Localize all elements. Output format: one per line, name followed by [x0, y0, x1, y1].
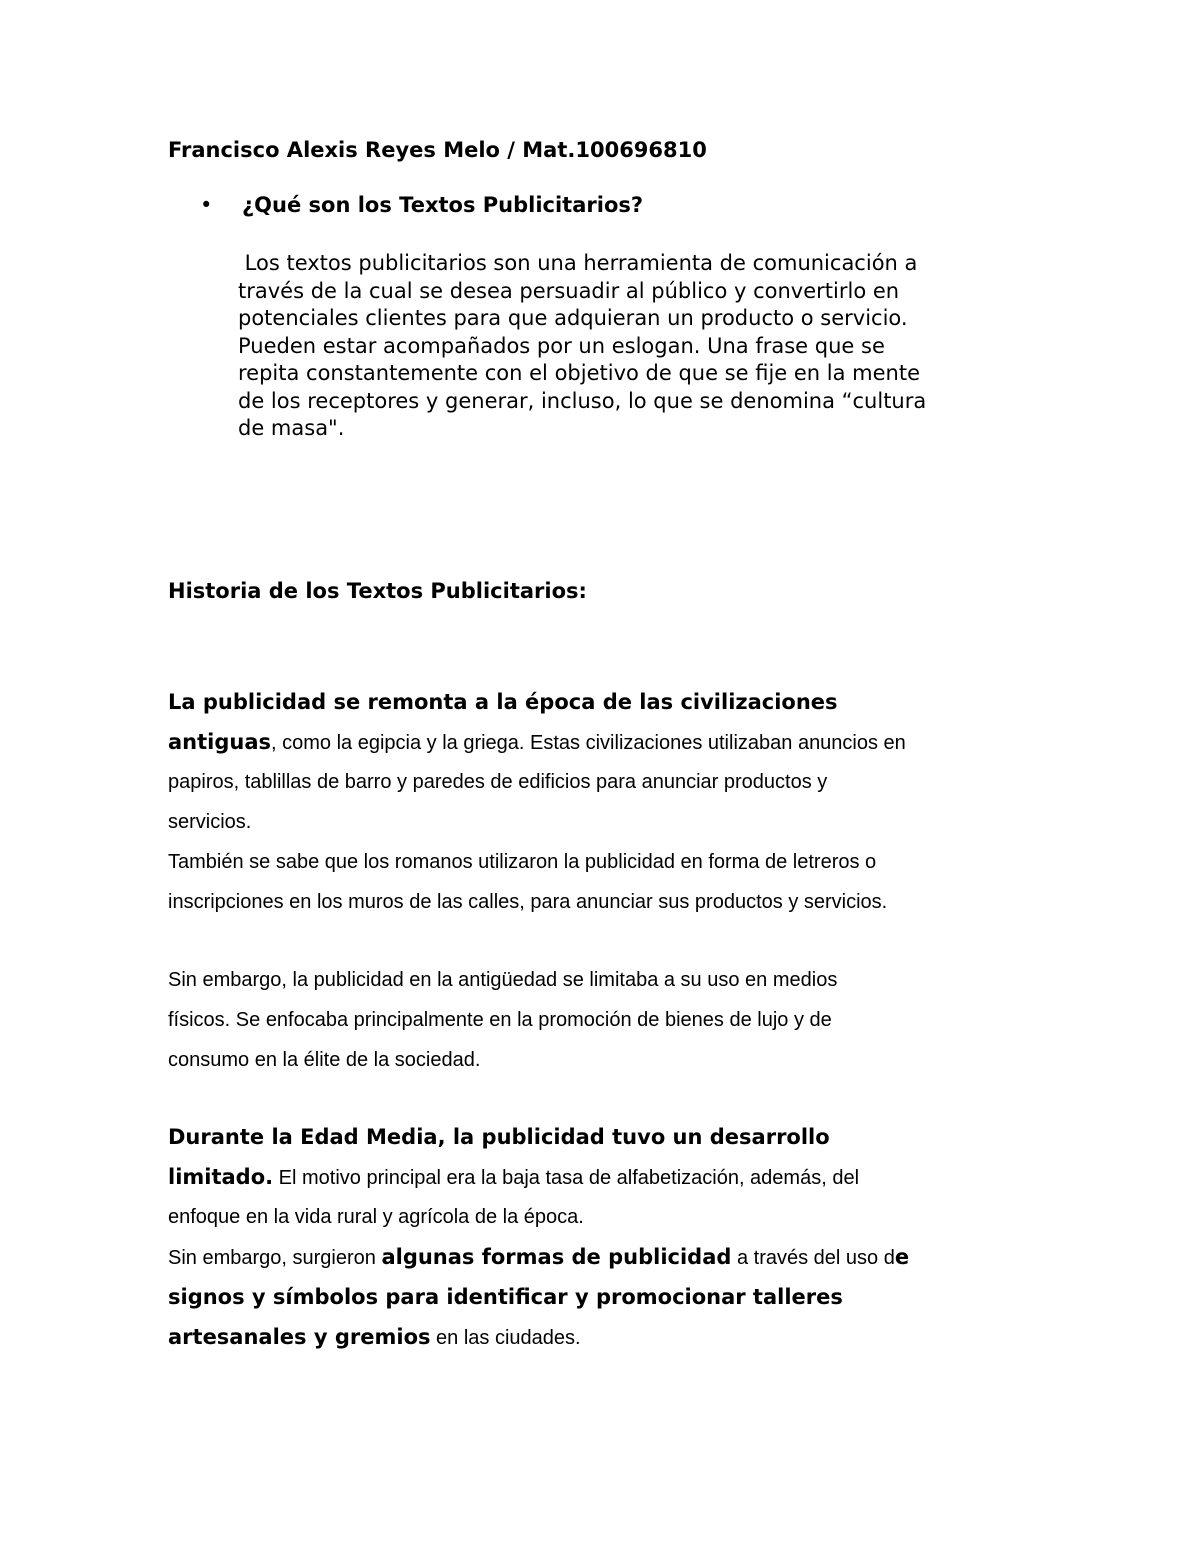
- text-line: [168, 1040, 1068, 1080]
- bold-text: e: [894, 1245, 910, 1269]
- middle-ages-section: [168, 1117, 1068, 1357]
- text-line: [168, 882, 1068, 922]
- bold-text: algunas formas de publicidad: [381, 1245, 732, 1269]
- text-line: [168, 722, 1068, 762]
- limits-section: [168, 960, 1068, 1080]
- regular-text: Sin embargo, surgieron: [168, 1247, 382, 1269]
- bold-text: antiguas: [168, 730, 272, 754]
- regular-text: papiros, tablillas de barro y paredes de edificios para anunciar productos y: [168, 771, 828, 793]
- antiquity-section: [168, 682, 1068, 922]
- definition-line: Pueden estar acompañados por un eslogan. Una frase que se: [238, 333, 885, 358]
- definition-paragraph: [238, 250, 1038, 443]
- text-line: [168, 1317, 1068, 1357]
- bullet-icon: •: [200, 193, 213, 217]
- text-line: [168, 762, 1068, 802]
- regular-text: a través del uso d: [731, 1247, 895, 1269]
- document-title: Francisco Alexis Reyes Melo / Mat.100696810: [168, 138, 707, 162]
- text-line: [168, 1000, 1068, 1040]
- text-line: [168, 1277, 1068, 1317]
- question-bullet-item: [200, 193, 643, 217]
- regular-text: Sin embargo, la publicidad en la antigüedad se limitaba a su uso en medios: [168, 969, 838, 991]
- text-line: [168, 1197, 1068, 1237]
- text-line: [168, 1117, 1068, 1157]
- regular-text: servicios.: [168, 811, 252, 833]
- text-line: [168, 1157, 1068, 1197]
- text-line: [168, 960, 1068, 1000]
- text-line: [168, 682, 1068, 722]
- regular-text: enfoque en la vida rural y agrícola de la época.: [168, 1206, 584, 1228]
- text-line: [168, 842, 1068, 882]
- bold-text: signos y símbolos para identificar y promocionar talleres: [168, 1285, 843, 1309]
- text-line: [168, 1237, 1068, 1277]
- definition-line: de los receptores y generar, incluso, lo que se denomina “cultura: [238, 388, 927, 413]
- history-heading: Historia de los Textos Publicitarios:: [168, 579, 587, 603]
- definition-line: de masa".: [238, 416, 345, 440]
- text-line: [168, 802, 1068, 842]
- bold-text: La publicidad se remonta a la época de las civilizaciones: [168, 690, 838, 714]
- question-heading: ¿Qué son los Textos Publicitarios?: [242, 193, 644, 217]
- bold-text: Durante la Edad Media, la publicidad tuvo un desarrollo: [168, 1125, 830, 1149]
- regular-text: consumo en la élite de la sociedad.: [168, 1049, 481, 1071]
- definition-line: través de la cual se desea persuadir al público y convertirlo en: [238, 278, 900, 303]
- regular-text: También se sabe que los romanos utilizaron la publicidad en forma de letreros o: [168, 851, 877, 873]
- definition-line: repita constantemente con el objetivo de que se fije en la mente: [238, 361, 920, 385]
- definition-line: Los textos publicitarios son una herramienta de comunicación a: [238, 251, 918, 275]
- regular-text: inscripciones en los muros de las calles, para anunciar sus productos y servicios.: [168, 891, 888, 913]
- bold-text: limitado.: [168, 1165, 274, 1189]
- regular-text: en las ciudades.: [430, 1327, 581, 1349]
- regular-text: El motivo principal era la baja tasa de alfabetización, además, del: [273, 1167, 860, 1189]
- bold-text: artesanales y gremios: [168, 1325, 431, 1349]
- definition-line: potenciales clientes para que adquieran un producto o servicio.: [238, 306, 908, 330]
- regular-text: físicos. Se enfocaba principalmente en la promoción de bienes de lujo y de: [168, 1009, 832, 1031]
- regular-text: , como la egipcia y la griega. Estas civilizaciones utilizaban anuncios en: [271, 732, 906, 754]
